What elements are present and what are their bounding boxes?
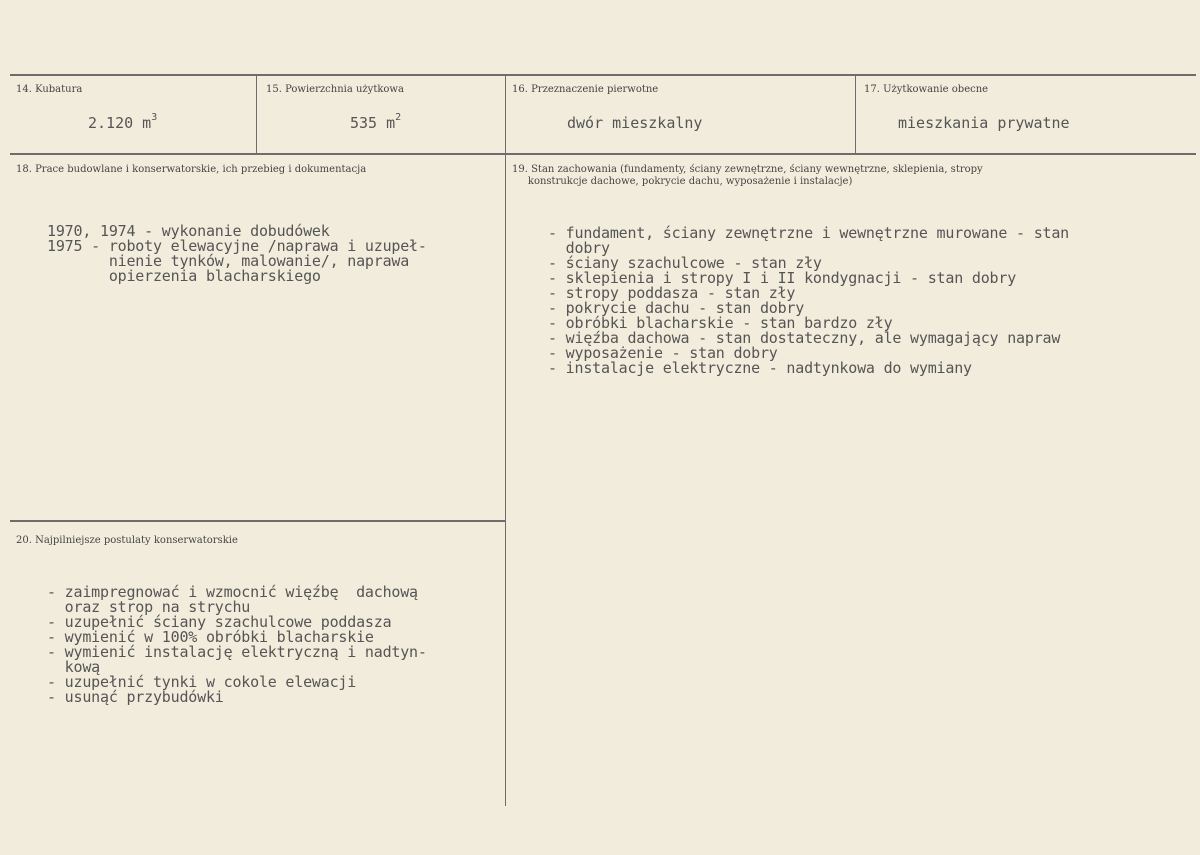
prace-label: 18. Prace budowlane i konserwatorskie, ich przebieg i dokumentacja	[16, 164, 367, 175]
list-item: - wyposażenie - stan dobry	[548, 344, 778, 362]
przeznaczenie-value: dwór mieszkalny	[567, 114, 703, 132]
list-item: - uzupełnić ściany szachulcowe poddasza	[47, 613, 392, 631]
powierzchnia-label: 15. Powierzchnia użytkowa	[266, 84, 404, 95]
list-item: nienie tynków, malowanie/, naprawa	[47, 252, 410, 270]
powierzchnia-exponent: 2	[395, 112, 402, 123]
przeznaczenie-label: 16. Przeznaczenie pierwotne	[512, 84, 659, 95]
stan-label: 19. Stan zachowania (fundamenty, ściany zewnętrzne, ściany wewnętrzne, sklepienia, stropy konstrukcje dachowe, pokrycie dachu, wyposażenie i instalacje)	[512, 164, 983, 187]
list-item: 1970, 1974 - wykonanie dobudówek	[47, 222, 330, 240]
list-item: - sklepienia i stropy I i II kondygnacji - stan dobry	[548, 269, 1017, 287]
powierzchnia-number: 535 m	[350, 114, 396, 132]
postulaty-list	[47, 585, 427, 705]
uzytkowanie-value: mieszkania prywatne	[898, 114, 1070, 132]
list-item: kową	[47, 658, 100, 676]
list-item: - pokrycie dachu - stan dobry	[548, 299, 805, 317]
list-item: - ściany szachulcowe - stan zły	[548, 254, 822, 272]
row-divider-2	[10, 520, 506, 522]
prace-list	[47, 224, 427, 284]
col-divider-3	[855, 75, 856, 154]
list-item: oraz strop na strychu	[47, 598, 251, 616]
kubatura-value	[88, 114, 157, 132]
kubatura-exponent: 3	[151, 112, 158, 123]
col-divider-1	[256, 75, 257, 154]
list-item: - obróbki blacharskie - stan bardzo zły	[548, 314, 893, 332]
list-item: - stropy poddasza - stan zły	[548, 284, 796, 302]
list-item: dobry	[548, 239, 610, 257]
list-item: 1975 - roboty elewacyjne /naprawa i uzupeł-	[47, 237, 427, 255]
list-item: - zaimpregnować i wzmocnić więźbę dachową	[47, 583, 418, 601]
list-item: - fundament, ściany zewnętrzne i wewnętrzne murowane - stan	[548, 224, 1070, 242]
list-item: - uzupełnić tynki w cokole elewacji	[47, 673, 357, 691]
list-item: - usunąć przybudówki	[47, 688, 224, 706]
list-item: - wymienić instalację elektryczną i nadtyn-	[47, 643, 427, 661]
kubatura-label: 14. Kubatura	[16, 84, 83, 95]
col-divider-2	[505, 75, 506, 806]
powierzchnia-value	[350, 114, 401, 132]
row-divider-1	[10, 153, 1196, 155]
stan-list	[548, 226, 1069, 376]
kubatura-number: 2.120 m	[88, 114, 152, 132]
list-item: - wymienić w 100% obróbki blacharskie	[47, 628, 374, 646]
postulaty-label: 20. Najpilniejsze postulaty konserwatorskie	[16, 535, 238, 546]
list-item: - instalacje elektryczne - nadtynkowa do wymiany	[548, 359, 972, 377]
top-rule	[10, 74, 1196, 76]
list-item: opierzenia blacharskiego	[47, 267, 321, 285]
list-item: - więźba dachowa - stan dostateczny, ale wymagający napraw	[548, 329, 1061, 347]
uzytkowanie-label: 17. Użytkowanie obecne	[864, 84, 989, 95]
